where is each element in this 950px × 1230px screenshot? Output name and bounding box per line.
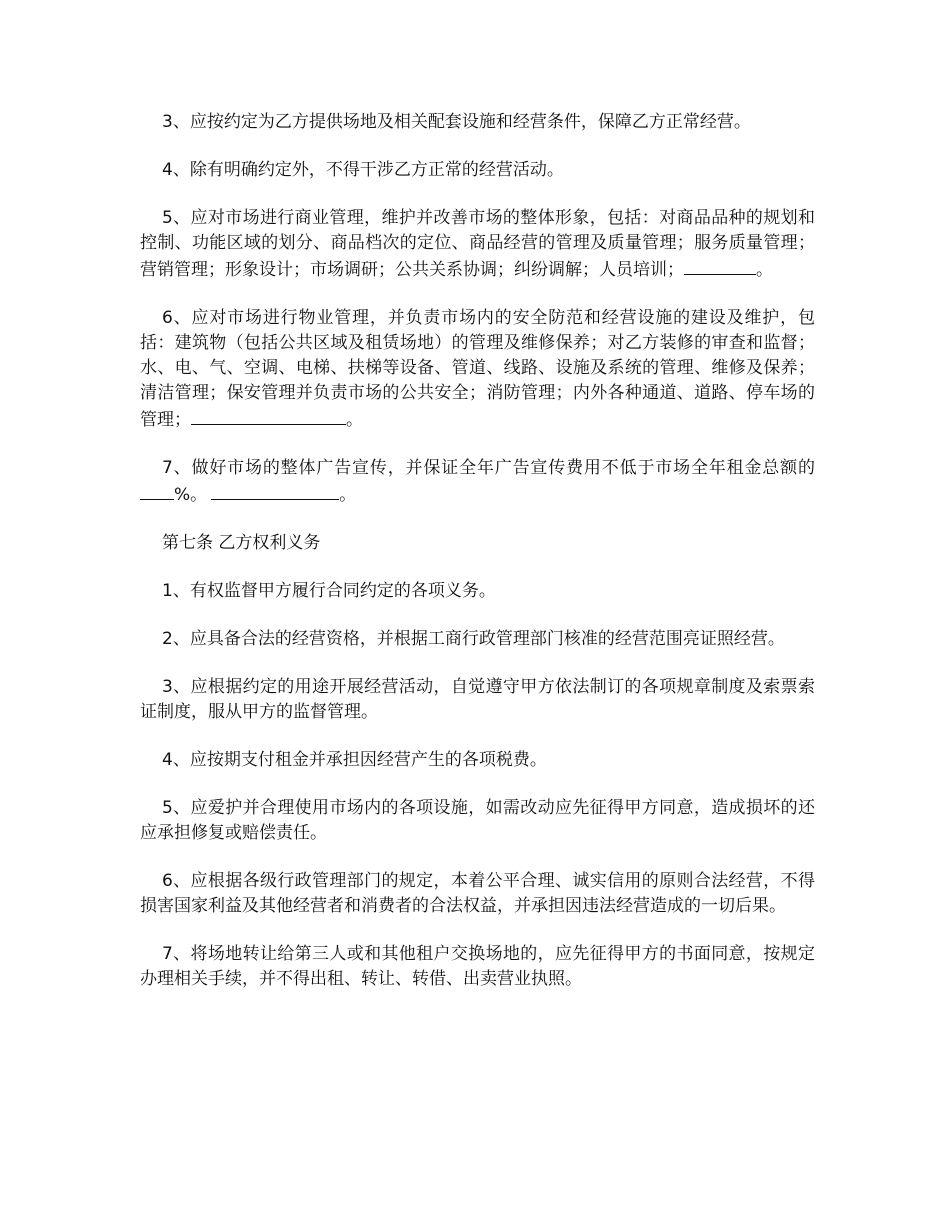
clause-item: 1、有权监督甲方履行合同约定的各项义务。 bbox=[162, 581, 496, 601]
clause-text-mid: %。 bbox=[174, 485, 208, 505]
document-body bbox=[140, 110, 815, 1015]
fill-in-blank bbox=[211, 481, 339, 500]
fill-in-blank bbox=[140, 481, 174, 500]
clause-text-end: 。 bbox=[346, 410, 363, 430]
clause-paragraph bbox=[140, 158, 815, 183]
clause-paragraph bbox=[140, 206, 815, 283]
section-heading: 第七条 乙方权利义务 bbox=[162, 533, 321, 553]
fill-in-blank bbox=[191, 406, 346, 425]
fill-in-blank bbox=[684, 256, 756, 275]
clause-text: 6、应对市场进行物业管理，并负责市场内的安全防范和经营设施的建设及维护，包括：建筑物（包括公共区域及租赁场地）的管理及维修保养；对乙方装修的审查和监督；水、电、气、空调、电梯、扶梯等设备、管道、线路、设施及系统的管理、维修及保养；清洁管理；保安管理并负责市场的公共安全；消防管理；内外各种通道、道路、停车场的管理； bbox=[140, 308, 815, 430]
clause-text: 4、除有明确约定外，不得干涉乙方正常的经营活动。 bbox=[162, 160, 564, 180]
clause-item: 7、将场地转让给第三人或和其他租户交换场地的，应先征得甲方的书面同意，按规定办理相关手续，并不得出租、转让、转借、出卖营业执照。 bbox=[140, 944, 815, 989]
clause-text: 5、应对市场进行商业管理，维护并改善市场的整体形象，包括：对商品品种的规划和控制、功能区域的划分、商品档次的定位、商品经营的管理及质量管理；服务质量管理；营销管理；形象设计；市场调研；公共关系协调；纠纷调解；人员培训； bbox=[140, 208, 815, 280]
clause-paragraph bbox=[140, 110, 815, 135]
clause-text-end: 。 bbox=[339, 485, 357, 505]
clause-item: 5、应爱护并合理使用市场内的各项设施，如需改动应先征得甲方同意，造成损坏的还应承担修复或赔偿责任。 bbox=[140, 798, 815, 843]
clause-item: 6、应根据各级行政管理部门的规定，本着公平合理、诚实信用的原则合法经营，不得损害国家利益及其他经营者和消费者的合法权益，并承担因违法经营造成的一切后果。 bbox=[140, 871, 815, 916]
clause-text-end: 。 bbox=[756, 260, 773, 280]
clause-item: 4、应按期支付租金并承担因经营产生的各项税费。 bbox=[162, 750, 547, 770]
clause-item: 2、应具备合法的经营资格，并根据工商行政管理部门核准的经营范围亮证照经营。 bbox=[162, 629, 785, 649]
clause-text: 3、应按约定为乙方提供场地及相关配套设施和经营条件，保障乙方正常经营。 bbox=[162, 112, 751, 132]
clause-text: 7、做好市场的整体广告宣传，并保证全年广告宣传费用不低于市场全年租金总额的 bbox=[162, 458, 815, 478]
clause-item: 3、应根据约定的用途开展经营活动，自觉遵守甲方依法制订的各项规章制度及索票索证制度，服从甲方的监督管理。 bbox=[140, 677, 815, 722]
clause-paragraph bbox=[140, 456, 815, 508]
clause-paragraph bbox=[140, 306, 815, 433]
